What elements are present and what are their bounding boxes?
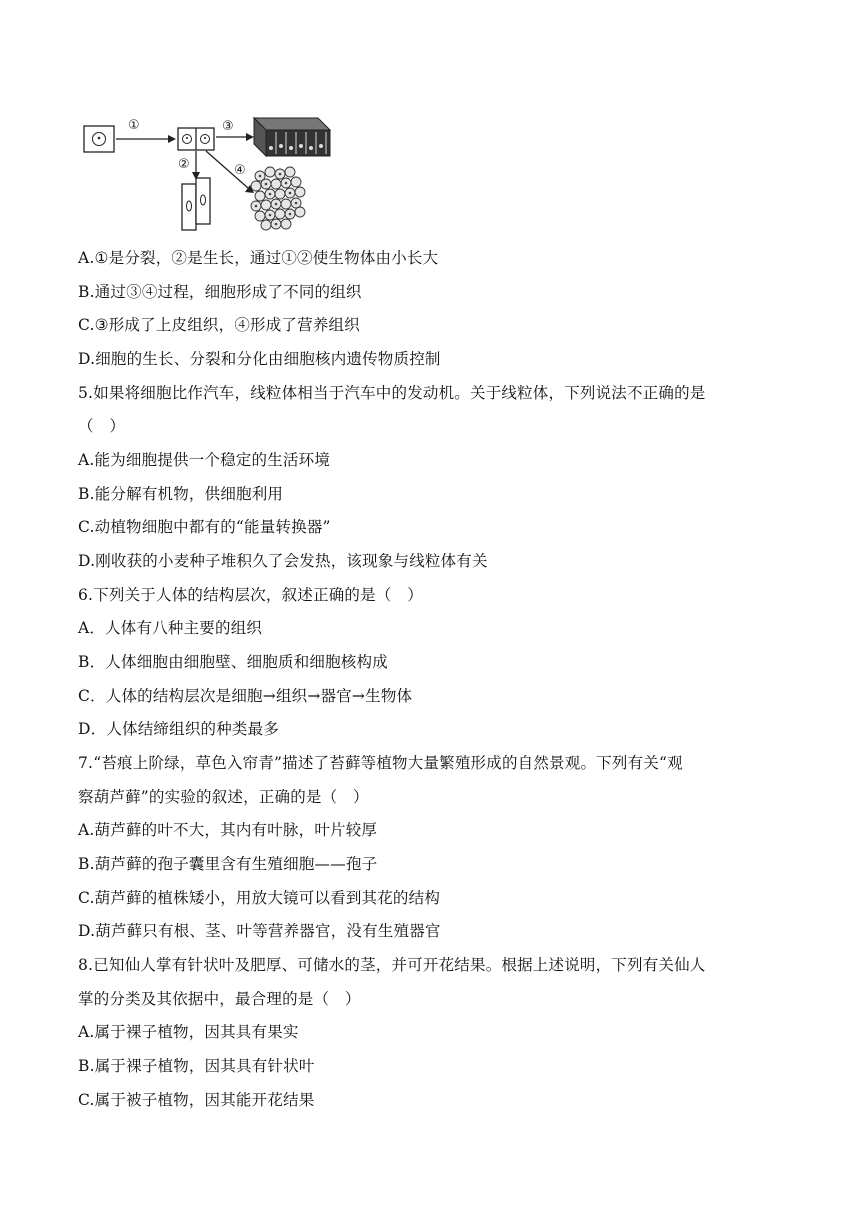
epithelial-tissue <box>254 118 330 156</box>
step-3-label: ③ <box>222 119 234 134</box>
q8-option-c: C.属于被子植物，因其能开花结果 <box>78 1091 315 1109</box>
step-4-label: ④ <box>234 163 246 178</box>
arrow-step-4 <box>206 151 254 193</box>
q5-option-b: B.能分解有机物，供细胞利用 <box>78 485 284 503</box>
cell-division-diagram <box>82 108 342 234</box>
q7-option-a: A.葫芦藓的叶不大，其内有叶脉，叶片较厚 <box>78 821 378 839</box>
q7-option-c: C.葫芦藓的植株矮小，用放大镜可以看到其花的结构 <box>78 889 441 907</box>
elongated-cells <box>182 178 210 230</box>
arrow-step-1 <box>116 135 176 143</box>
q8-option-a: A.属于裸子植物，因其具有果实 <box>78 1023 299 1041</box>
step-2-label: ② <box>178 157 190 172</box>
q6-option-d: D．人体结缔组织的种类最多 <box>78 720 280 738</box>
q5-stem-line2: （ ） <box>78 417 126 435</box>
q5-option-d: D.刚收获的小麦种子堆积久了会发热，该现象与线粒体有关 <box>78 552 488 570</box>
q7-option-d: D.葫芦藓只有根、茎、叶等营养器官，没有生殖器官 <box>78 922 441 940</box>
arrow-step-3 <box>216 133 254 141</box>
arrow-step-2 <box>192 151 200 180</box>
two-cells <box>178 128 214 150</box>
q8-option-b: B.属于裸子植物，因其具有针状叶 <box>78 1057 315 1075</box>
q5-option-a: A.能为细胞提供一个稳定的生活环境 <box>78 451 331 469</box>
q4-option-c: C.③形成了上皮组织，④形成了营养组织 <box>78 316 360 334</box>
q6-option-b: B．人体细胞由细胞壁、细胞质和细胞核构成 <box>78 653 388 671</box>
single-cell <box>84 126 114 152</box>
q8-stem-line1: 8.已知仙人掌有针状叶及肥厚、可储水的茎，并可开花结果。根据上述说明，下列有关仙人 <box>78 956 706 974</box>
q4-option-d: D.细胞的生长、分裂和分化由细胞核内遗传物质控制 <box>78 350 441 368</box>
q4-option-a: A.①是分裂，②是生长，通过①②使生物体由小长大 <box>78 249 439 267</box>
q6-option-c: C．人体的结构层次是细胞→组织→器官→生物体 <box>78 687 413 705</box>
q7-stem-line1: 7.“苔痕上阶绿，草色入帘青”描述了苔藓等植物大量繁殖形成的自然景观。下列有关“观 <box>78 754 683 772</box>
q6-option-a: A．人体有八种主要的组织 <box>78 619 263 637</box>
q8-stem-line2: 掌的分类及其依据中，最合理的是（ ） <box>78 990 361 1008</box>
q7-stem-line2: 察葫芦藓”的实验的叙述，正确的是（ ） <box>78 788 369 806</box>
q5-option-c: C.动植物细胞中都有的“能量转换器” <box>78 518 331 536</box>
q5-stem-line1: 5.如果将细胞比作汽车，线粒体相当于汽车中的发动机。关于线粒体，下列说法不正确的是 <box>78 384 706 402</box>
q6-stem: 6.下列关于人体的结构层次，叙述正确的是（ ） <box>78 586 423 604</box>
q7-option-b: B.葫芦藓的孢子囊里含有生殖细胞——孢子 <box>78 855 378 873</box>
step-1-label: ① <box>128 118 140 133</box>
q4-option-b: B.通过③④过程，细胞形成了不同的组织 <box>78 283 362 301</box>
